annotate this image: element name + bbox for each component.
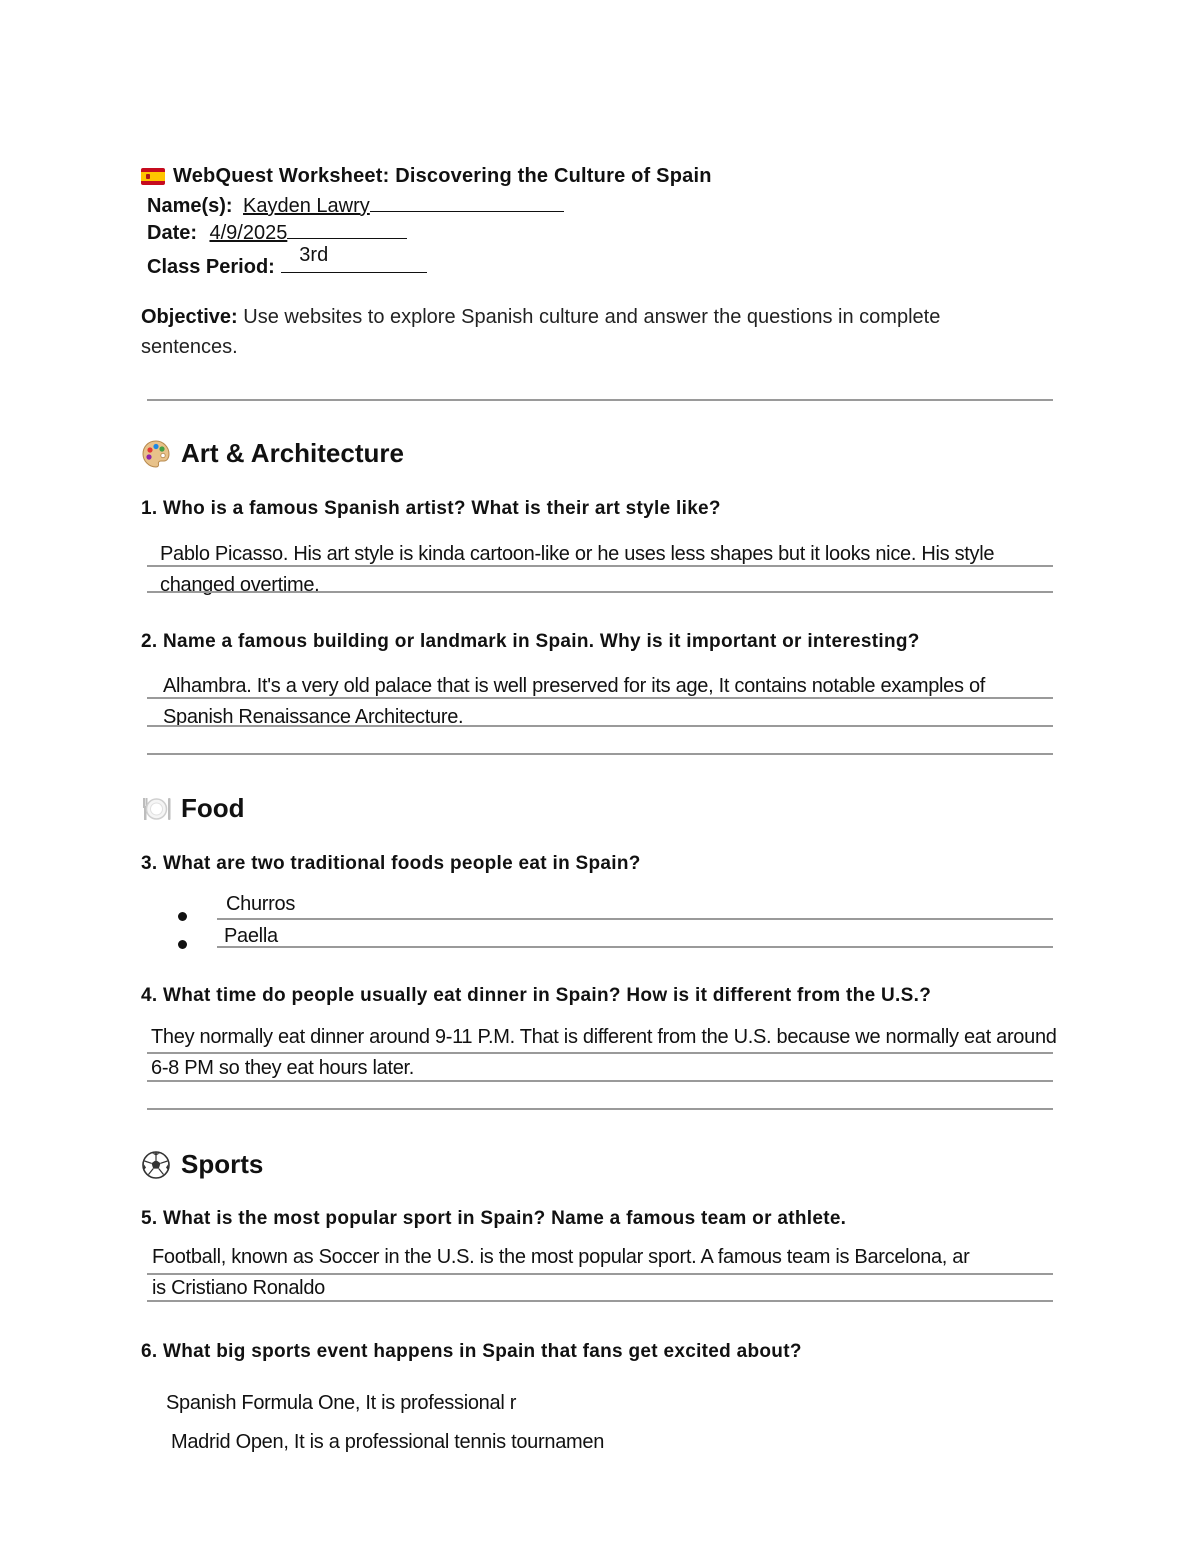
soccer-ball-icon [141, 1150, 171, 1180]
question-1: 1. Who is a famous Spanish artist? What is their art style like? [141, 498, 721, 519]
section-food-title: Food [181, 793, 245, 823]
answer-5-rule-2 [147, 1300, 1053, 1302]
answer-2-line-1[interactable]: Alhambra. It's a very old palace that is well preserved for its age, It contains notable examples of [163, 675, 986, 697]
answer-4-rule-2 [147, 1080, 1053, 1082]
question-3: 3. What are two traditional foods people eat in Spain? [141, 853, 641, 874]
answer-6-line-2[interactable]: Madrid Open, It is a professional tennis tournamen [171, 1431, 605, 1453]
answer-6-line-1[interactable]: Spanish Formula One, It is professional r [166, 1392, 517, 1414]
answer-4-rule-3 [147, 1108, 1053, 1110]
answer-2-rule-3 [147, 753, 1053, 755]
answer-5-line-2[interactable]: is Cristiano Ronaldo [152, 1277, 325, 1299]
answer-2-rule-1 [147, 697, 1053, 699]
answer-1-rule-1 [147, 565, 1053, 567]
question-2: 2. Name a famous building or landmark in Spain. Why is it important or interesting? [141, 631, 920, 652]
section-food-heading [141, 793, 245, 824]
palette-icon [141, 439, 171, 469]
answer-4-line-2[interactable]: 6-8 PM so they eat hours later. [151, 1057, 415, 1079]
section-sports-title: Sports [181, 1149, 264, 1179]
objective [141, 302, 1041, 362]
answer-1-line-1[interactable]: Pablo Picasso. His art style is kinda cartoon-like or he uses less shapes but it looks nice. His style [160, 543, 995, 565]
section-art-title: Art & Architecture [181, 438, 404, 468]
date-field [147, 222, 407, 245]
divider [147, 399, 1053, 401]
title-text: WebQuest Worksheet: Discovering the Culture of Spain [173, 165, 712, 187]
answer-3-item-2[interactable]: Paella [224, 925, 278, 947]
answer-2-line-2[interactable]: Spanish Renaissance Architecture. [163, 706, 464, 728]
answer-4-line-1[interactable]: They normally eat dinner around 9-11 P.M. That is different from the U.S. because we normally eat around [151, 1026, 1057, 1048]
name-label: Name(s): [147, 195, 233, 217]
answer-5-line-1[interactable]: Football, known as Soccer in the U.S. is the most popular sport. A famous team is Barcelona, ar [152, 1246, 970, 1268]
section-art-heading [141, 438, 404, 469]
question-5: 5. What is the most popular sport in Spain? Name a famous team or athlete. [141, 1208, 847, 1229]
plate-icon [141, 794, 171, 824]
name-field [147, 195, 564, 218]
worksheet-title [141, 165, 712, 188]
name-blank-line [370, 211, 564, 212]
answer-4-rule-1 [147, 1052, 1053, 1054]
section-sports-heading [141, 1149, 263, 1180]
date-value[interactable]: 4/9/2025 [209, 222, 288, 244]
date-blank-line [287, 238, 407, 239]
period-label: Class Period: [147, 256, 275, 278]
answer-5-rule-1 [147, 1273, 1053, 1275]
objective-label: Objective: [141, 306, 238, 328]
spain-flag-icon [141, 168, 165, 185]
answer-1-rule-2 [147, 591, 1053, 593]
name-value[interactable]: Kayden Lawry [243, 195, 370, 217]
period-blank-line [281, 244, 427, 273]
answer-3-rule-1 [217, 918, 1053, 920]
question-4: 4. What time do people usually eat dinner in Spain? How is it different from the U.S.? [141, 985, 932, 1006]
answer-3-item-1[interactable]: Churros [226, 893, 296, 915]
bullet-1 [178, 912, 187, 921]
answer-1-line-2[interactable]: changed overtime. [160, 574, 320, 596]
period-value[interactable]: 3rd [299, 244, 329, 266]
period-field [147, 244, 427, 279]
objective-text: Use websites to explore Spanish culture and answer the questions in complete sentences. [141, 306, 941, 358]
date-label: Date: [147, 222, 198, 244]
question-6: 6. What big sports event happens in Spain that fans get excited about? [141, 1341, 802, 1362]
answer-3-rule-2 [217, 946, 1053, 948]
bullet-2 [178, 940, 187, 949]
answer-2-rule-2 [147, 725, 1053, 727]
